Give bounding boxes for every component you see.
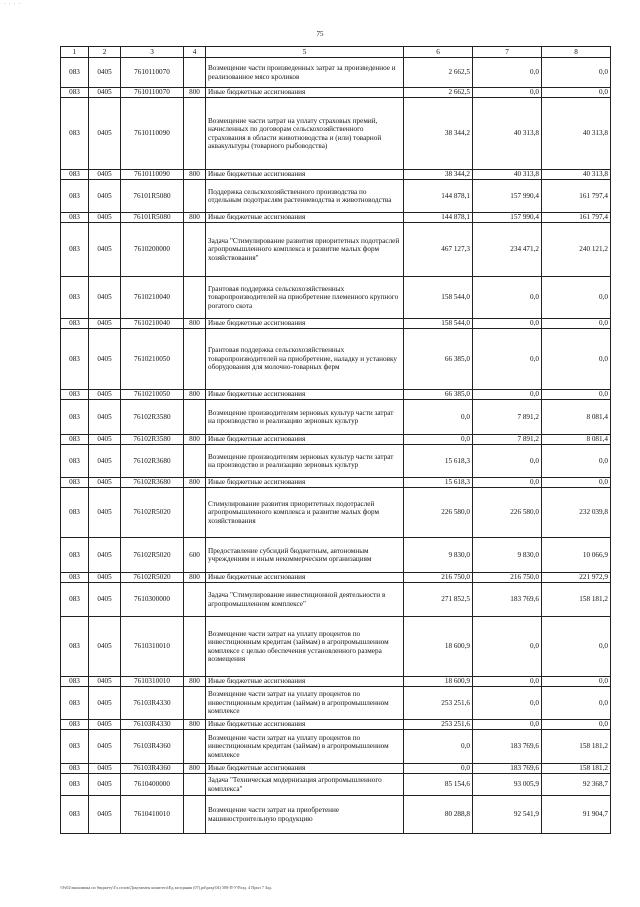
item-name: Возмещение части затрат на уплату процентов по инвестиционным кредитам (займам) в агропромышленном комплексе xyxy=(206,687,404,720)
amount-year-3: 158 181,2 xyxy=(542,583,611,617)
item-name: Задача "Стимулирование инвестиционной деятельности в агропромышленном комплексе" xyxy=(206,583,404,617)
amount-year-3: 0,0 xyxy=(542,319,611,329)
amount-year-1: 18 600,9 xyxy=(404,617,473,677)
target-article-code: 7610310010 xyxy=(121,677,184,687)
amount-year-2: 0,0 xyxy=(473,329,542,390)
item-name: Иные бюджетные ассигнования xyxy=(206,677,404,687)
expense-type-code: 800 xyxy=(184,435,206,445)
amount-year-2: 0,0 xyxy=(473,58,542,88)
amount-year-2: 40 313,8 xyxy=(473,98,542,170)
amount-year-1: 0,0 xyxy=(404,764,473,774)
amount-year-3: 92 368,7 xyxy=(542,774,611,796)
table-row xyxy=(61,170,611,180)
section-code: 0405 xyxy=(89,796,121,834)
expense-type-code: 800 xyxy=(184,390,206,400)
section-code: 0405 xyxy=(89,329,121,390)
item-name: Грантовая поддержка сельскохозяйственных товаропроизводителей на приобретение племенного крупного рогатого скота xyxy=(206,277,404,319)
expense-type-code: 800 xyxy=(184,677,206,687)
ministry-code: 083 xyxy=(61,277,89,319)
expense-type-code xyxy=(184,400,206,435)
item-name: Возмещение части затрат на уплату страховых премий, начисленных по договорам сельскохозяйственного страхования в области животноводства и (или) товарной аквакультуры (товарного рыбоводства) xyxy=(206,98,404,170)
ministry-code: 083 xyxy=(61,774,89,796)
target-article-code: 76102R5020 xyxy=(121,538,184,573)
section-code: 0405 xyxy=(89,677,121,687)
table-row xyxy=(61,400,611,435)
amount-year-2: 93 005,9 xyxy=(473,774,542,796)
table-row xyxy=(61,687,611,720)
amount-year-1: 80 288,8 xyxy=(404,796,473,834)
amount-year-3: 161 797,4 xyxy=(542,213,611,223)
table-row xyxy=(61,58,611,88)
amount-year-3: 158 181,2 xyxy=(542,730,611,764)
column-header: 3 xyxy=(121,47,184,58)
amount-year-3: 0,0 xyxy=(542,687,611,720)
amount-year-1: 144 878,1 xyxy=(404,180,473,213)
item-name: Задача "Стимулирование развития приоритетных подотраслей агропромышленного комплекса и развитие малых форм хозяйствования" xyxy=(206,223,404,277)
section-code: 0405 xyxy=(89,88,121,98)
target-article-code: 7610110070 xyxy=(121,88,184,98)
table-header-row xyxy=(61,47,611,58)
item-name: Иные бюджетные ассигнования xyxy=(206,478,404,488)
table-row xyxy=(61,180,611,213)
amount-year-3: 0,0 xyxy=(542,277,611,319)
ministry-code: 083 xyxy=(61,400,89,435)
table-row xyxy=(61,435,611,445)
amount-year-1: 85 154,6 xyxy=(404,774,473,796)
item-name: Возмещение части затрат на приобретение машиностроительную продукцию xyxy=(206,796,404,834)
amount-year-1: 144 878,1 xyxy=(404,213,473,223)
section-code: 0405 xyxy=(89,774,121,796)
item-name: Иные бюджетные ассигнования xyxy=(206,573,404,583)
item-name: Возмещение части произведенных затрат за произведенное и реализованное мясо кроликов xyxy=(206,58,404,88)
amount-year-2: 183 769,6 xyxy=(473,730,542,764)
expense-type-code xyxy=(184,223,206,277)
item-name: Иные бюджетные ассигнования xyxy=(206,319,404,329)
item-name: Иные бюджетные ассигнования xyxy=(206,720,404,730)
amount-year-3: 232 039,8 xyxy=(542,488,611,538)
section-code: 0405 xyxy=(89,277,121,319)
expense-type-code xyxy=(184,687,206,720)
ministry-code: 083 xyxy=(61,213,89,223)
section-code: 0405 xyxy=(89,180,121,213)
ministry-code: 083 xyxy=(61,573,89,583)
amount-year-1: 226 580,0 xyxy=(404,488,473,538)
target-article-code: 76103R4360 xyxy=(121,764,184,774)
table-row xyxy=(61,223,611,277)
section-code: 0405 xyxy=(89,319,121,329)
ministry-code: 083 xyxy=(61,677,89,687)
amount-year-3: 0,0 xyxy=(542,88,611,98)
amount-year-3: 221 972,9 xyxy=(542,573,611,583)
amount-year-2: 92 541,9 xyxy=(473,796,542,834)
section-code: 0405 xyxy=(89,390,121,400)
ministry-code: 083 xyxy=(61,319,89,329)
table-row xyxy=(61,213,611,223)
target-article-code: 76102R5020 xyxy=(121,573,184,583)
target-article-code: 7610300000 xyxy=(121,583,184,617)
amount-year-3: 0,0 xyxy=(542,445,611,478)
amount-year-1: 38 344,2 xyxy=(404,170,473,180)
target-article-code: 76102R5020 xyxy=(121,488,184,538)
table-row xyxy=(61,796,611,834)
amount-year-2: 0,0 xyxy=(473,687,542,720)
target-article-code: 7610110090 xyxy=(121,170,184,180)
item-name: Стимулирование развития приоритетных подотраслей агропромышленного комплекса и развитие малых форм хозяйствования xyxy=(206,488,404,538)
section-code: 0405 xyxy=(89,764,121,774)
table-row xyxy=(61,329,611,390)
table-row xyxy=(61,390,611,400)
target-article-code: 76101R5080 xyxy=(121,180,184,213)
expense-type-code xyxy=(184,58,206,88)
expense-type-code xyxy=(184,180,206,213)
amount-year-2: 0,0 xyxy=(473,445,542,478)
section-code: 0405 xyxy=(89,687,121,720)
amount-year-2: 0,0 xyxy=(473,478,542,488)
section-code: 0405 xyxy=(89,478,121,488)
table-row xyxy=(61,764,611,774)
table-row xyxy=(61,88,611,98)
item-name: Поддержка сельскохозяйственного производства по отдельным подотраслям растениеводства и животноводства xyxy=(206,180,404,213)
table-row xyxy=(61,538,611,573)
table-row xyxy=(61,583,611,617)
amount-year-1: 9 830,0 xyxy=(404,538,473,573)
ministry-code: 083 xyxy=(61,617,89,677)
amount-year-2: 0,0 xyxy=(473,720,542,730)
target-article-code: 7610210050 xyxy=(121,390,184,400)
amount-year-1: 271 852,5 xyxy=(404,583,473,617)
amount-year-2: 0,0 xyxy=(473,319,542,329)
section-code: 0405 xyxy=(89,58,121,88)
item-name: Иные бюджетные ассигнования xyxy=(206,213,404,223)
amount-year-2: 157 990,4 xyxy=(473,213,542,223)
item-name: Иные бюджетные ассигнования xyxy=(206,764,404,774)
amount-year-3: 10 066,9 xyxy=(542,538,611,573)
target-article-code: 7610210050 xyxy=(121,329,184,390)
target-article-code: 7610210040 xyxy=(121,319,184,329)
ministry-code: 083 xyxy=(61,796,89,834)
expense-type-code: 800 xyxy=(184,319,206,329)
column-header: 5 xyxy=(206,47,404,58)
amount-year-1: 216 750,0 xyxy=(404,573,473,583)
target-article-code: 76102R3680 xyxy=(121,478,184,488)
amount-year-2: 40 313,8 xyxy=(473,170,542,180)
ministry-code: 083 xyxy=(61,730,89,764)
amount-year-1: 158 544,0 xyxy=(404,277,473,319)
target-article-code: 7610110090 xyxy=(121,98,184,170)
section-code: 0405 xyxy=(89,617,121,677)
column-header: 6 xyxy=(404,47,473,58)
amount-year-1: 66 385,0 xyxy=(404,329,473,390)
column-header: 1 xyxy=(61,47,89,58)
ministry-code: 083 xyxy=(61,223,89,277)
amount-year-1: 66 385,0 xyxy=(404,390,473,400)
budget-table xyxy=(60,46,611,834)
expense-type-code xyxy=(184,488,206,538)
expense-type-code: 800 xyxy=(184,213,206,223)
column-header: 8 xyxy=(542,47,611,58)
ministry-code: 083 xyxy=(61,170,89,180)
amount-year-2: 226 580,0 xyxy=(473,488,542,538)
amount-year-2: 0,0 xyxy=(473,677,542,687)
expense-type-code: 800 xyxy=(184,88,206,98)
target-article-code: 7610310010 xyxy=(121,617,184,677)
item-name: Возмещение производителям зерновых культур части затрат на производство и реализацию зерновых культур xyxy=(206,445,404,478)
item-name: Иные бюджетные ассигнования xyxy=(206,88,404,98)
amount-year-2: 0,0 xyxy=(473,390,542,400)
item-name: Задача "Техническая модернизация агропромышленного комплекса" xyxy=(206,774,404,796)
amount-year-1: 38 344,2 xyxy=(404,98,473,170)
amount-year-3: 161 797,4 xyxy=(542,180,611,213)
table-row xyxy=(61,478,611,488)
table-row xyxy=(61,445,611,478)
section-code: 0405 xyxy=(89,445,121,478)
table-row xyxy=(61,774,611,796)
amount-year-2: 183 769,6 xyxy=(473,583,542,617)
section-code: 0405 xyxy=(89,488,121,538)
amount-year-2: 0,0 xyxy=(473,617,542,677)
ministry-code: 083 xyxy=(61,329,89,390)
target-article-code: 76102R3580 xyxy=(121,400,184,435)
amount-year-1: 0,0 xyxy=(404,400,473,435)
expense-type-code xyxy=(184,774,206,796)
item-name: Иные бюджетные ассигнования xyxy=(206,435,404,445)
ministry-code: 083 xyxy=(61,583,89,617)
amount-year-3: 8 081,4 xyxy=(542,400,611,435)
amount-year-1: 253 251,6 xyxy=(404,687,473,720)
ministry-code: 083 xyxy=(61,445,89,478)
amount-year-1: 2 662,5 xyxy=(404,88,473,98)
column-header: 4 xyxy=(184,47,206,58)
table-row xyxy=(61,277,611,319)
ministry-code: 083 xyxy=(61,58,89,88)
amount-year-3: 158 181,2 xyxy=(542,764,611,774)
amount-year-2: 9 830,0 xyxy=(473,538,542,573)
amount-year-1: 253 251,6 xyxy=(404,720,473,730)
amount-year-3: 91 904,7 xyxy=(542,796,611,834)
amount-year-1: 0,0 xyxy=(404,730,473,764)
target-article-code: 7610200000 xyxy=(121,223,184,277)
amount-year-3: 0,0 xyxy=(542,720,611,730)
amount-year-3: 0,0 xyxy=(542,58,611,88)
amount-year-1: 18 600,9 xyxy=(404,677,473,687)
table-row xyxy=(61,573,611,583)
amount-year-1: 0,0 xyxy=(404,435,473,445)
item-name: Возмещение части затрат на уплату процентов по инвестиционным кредитам (займам) в агропромышленном комплексе с целью обеспечения установленного размера возмещения xyxy=(206,617,404,677)
amount-year-3: 0,0 xyxy=(542,390,611,400)
expense-type-code xyxy=(184,730,206,764)
expense-type-code: 800 xyxy=(184,764,206,774)
amount-year-1: 15 618,3 xyxy=(404,445,473,478)
amount-year-2: 216 750,0 xyxy=(473,573,542,583)
item-name: Иные бюджетные ассигнования xyxy=(206,390,404,400)
ministry-code: 083 xyxy=(61,488,89,538)
expense-type-code xyxy=(184,329,206,390)
section-code: 0405 xyxy=(89,400,121,435)
amount-year-3: 0,0 xyxy=(542,677,611,687)
amount-year-1: 15 618,3 xyxy=(404,478,473,488)
section-code: 0405 xyxy=(89,573,121,583)
amount-year-2: 183 769,6 xyxy=(473,764,542,774)
page-number: 75 xyxy=(316,30,324,38)
ministry-code: 083 xyxy=(61,435,89,445)
item-name: Возмещение части затрат на уплату процентов по инвестиционным кредитам (займам) в агропромышленном комплексе xyxy=(206,730,404,764)
section-code: 0405 xyxy=(89,98,121,170)
amount-year-3: 240 121,2 xyxy=(542,223,611,277)
item-name: Иные бюджетные ассигнования xyxy=(206,170,404,180)
amount-year-2: 7 891,2 xyxy=(473,435,542,445)
amount-year-1: 158 544,0 xyxy=(404,319,473,329)
expense-type-code xyxy=(184,617,206,677)
ministry-code: 083 xyxy=(61,98,89,170)
amount-year-3: 0,0 xyxy=(542,329,611,390)
target-article-code: 7610410010 xyxy=(121,796,184,834)
table-row xyxy=(61,730,611,764)
scan-marks: · · · · xyxy=(4,2,22,7)
ministry-code: 083 xyxy=(61,478,89,488)
item-name: Грантовая поддержка сельскохозяйственных товаропроизводителей на приобретение, наладку и установку оборудования для молочно-товарных ферм xyxy=(206,329,404,390)
column-header: 2 xyxy=(89,47,121,58)
expense-type-code: 800 xyxy=(184,170,206,180)
target-article-code: 7610210040 xyxy=(121,277,184,319)
expense-type-code: 600 xyxy=(184,538,206,573)
target-article-code: 76102R3680 xyxy=(121,445,184,478)
amount-year-2: 234 471,2 xyxy=(473,223,542,277)
file-path-footer: \\Fs02\экономика по бюджету\Гл.селов\Документы комитета\Ед.заседания (07).pd\разд\04) 508-П-У\Разд. 4 Прил 7 Зад. xyxy=(60,885,273,890)
amount-year-1: 2 662,5 xyxy=(404,58,473,88)
ministry-code: 083 xyxy=(61,390,89,400)
amount-year-3: 8 081,4 xyxy=(542,435,611,445)
target-article-code: 76103R4330 xyxy=(121,687,184,720)
amount-year-3: 0,0 xyxy=(542,478,611,488)
ministry-code: 083 xyxy=(61,764,89,774)
column-header: 7 xyxy=(473,47,542,58)
section-code: 0405 xyxy=(89,538,121,573)
section-code: 0405 xyxy=(89,435,121,445)
amount-year-2: 0,0 xyxy=(473,88,542,98)
item-name: Предоставление субсидий бюджетным, автономным учреждениям и иным некоммерческим организациям xyxy=(206,538,404,573)
expense-type-code: 800 xyxy=(184,720,206,730)
expense-type-code xyxy=(184,98,206,170)
table-row xyxy=(61,488,611,538)
ministry-code: 083 xyxy=(61,88,89,98)
expense-type-code: 800 xyxy=(184,478,206,488)
section-code: 0405 xyxy=(89,223,121,277)
section-code: 0405 xyxy=(89,583,121,617)
target-article-code: 76103R4360 xyxy=(121,730,184,764)
amount-year-1: 467 127,3 xyxy=(404,223,473,277)
amount-year-2: 157 990,4 xyxy=(473,180,542,213)
ministry-code: 083 xyxy=(61,720,89,730)
target-article-code: 7610110070 xyxy=(121,58,184,88)
table-row xyxy=(61,98,611,170)
table-row xyxy=(61,677,611,687)
target-article-code: 7610400000 xyxy=(121,774,184,796)
expense-type-code: 800 xyxy=(184,573,206,583)
amount-year-2: 7 891,2 xyxy=(473,400,542,435)
item-name: Возмещение производителям зерновых культур части затрат на производство и реализацию зерновых культур xyxy=(206,400,404,435)
amount-year-2: 0,0 xyxy=(473,277,542,319)
section-code: 0405 xyxy=(89,730,121,764)
amount-year-3: 40 313,8 xyxy=(542,98,611,170)
table-row xyxy=(61,720,611,730)
section-code: 0405 xyxy=(89,170,121,180)
ministry-code: 083 xyxy=(61,538,89,573)
table-row xyxy=(61,319,611,329)
expense-type-code xyxy=(184,583,206,617)
expense-type-code xyxy=(184,277,206,319)
amount-year-3: 40 313,8 xyxy=(542,170,611,180)
expense-type-code xyxy=(184,796,206,834)
ministry-code: 083 xyxy=(61,180,89,213)
table-row xyxy=(61,617,611,677)
amount-year-3: 0,0 xyxy=(542,617,611,677)
section-code: 0405 xyxy=(89,213,121,223)
expense-type-code xyxy=(184,445,206,478)
target-article-code: 76102R3580 xyxy=(121,435,184,445)
target-article-code: 76103R4330 xyxy=(121,720,184,730)
section-code: 0405 xyxy=(89,720,121,730)
ministry-code: 083 xyxy=(61,687,89,720)
target-article-code: 76101R5080 xyxy=(121,213,184,223)
